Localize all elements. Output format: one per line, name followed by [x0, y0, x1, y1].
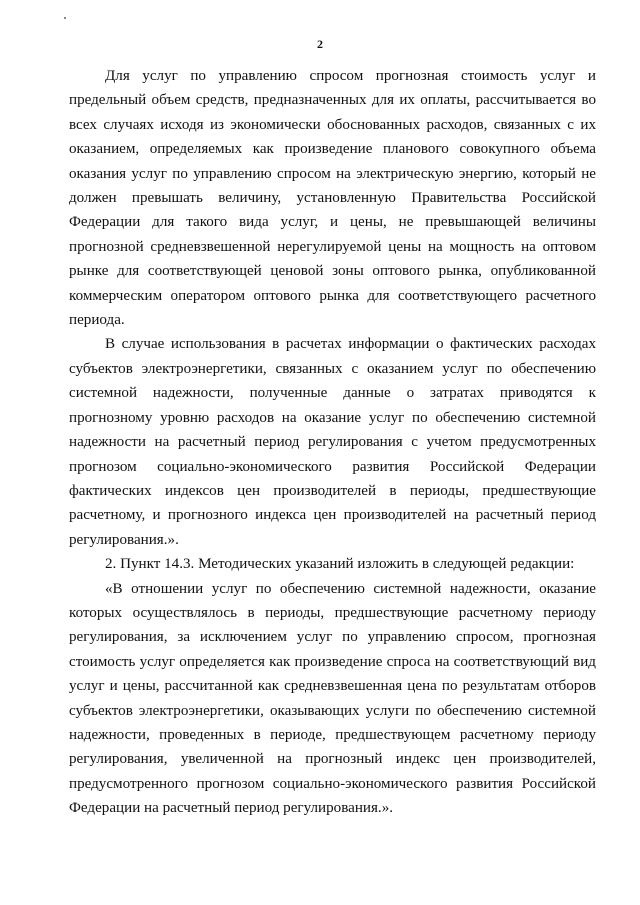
document-body: [69, 64, 596, 821]
paragraph-clause-14-3-heading: 2. Пункт 14.3. Методических указаний изложить в следующей редакции:: [105, 556, 575, 573]
paragraph-actual-expenses: В случае использования в расчетах информации о фактических расходах субъектов электроэнергетики, связанных с оказанием услуг по обеспечению системной надежности, полученные данные о затратах приводятся к прогнозному уровню расходов на оказание услуг по обеспечению системной надежности на расчетный период регулирования с учетом предусмотренных прогнозом социально-экономического развития Российской Федерации фактических индексов цен производителей в периоды, предшествующие расчетному, и прогнозного индекса цен производителей на расчетный период регулирования.».: [69, 336, 596, 548]
scan-speck: [64, 17, 66, 19]
page-number: 2: [317, 37, 323, 51]
paragraph-demand-management-cost: Для услуг по управлению спросом прогнозная стоимость услуг и предельный объем средств, предназначенных для их оплаты, рассчитывается во всех случаях исходя из экономически обоснованных расходов, связанных с их оказанием, определяемых как произведение планового совокупного объема оказания услуг по управлению спросом на электрическую энергию, который не должен превышать величину, установленную Правительства Российской Федерации для такого вида услуг, и цены, не превышающей величины прогнозной средневзвешенной нерегулируемой цены на мощность на оптовом рынке для соответствующей ценовой зоны оптового рынка, опубликованной коммерческим оператором оптового рынка для соответствующего расчетного периода.: [69, 68, 596, 329]
paragraph-clause-14-3-text: «В отношении услуг по обеспечению системной надежности, оказание которых осуществлялось в периоды, предшествующие расчетному периоду регулирования, за исключением услуг по управлению спросом, прогнозная стоимость услуг определяется как произведение спроса на соответствующий вид услуг и цены, рассчитанной как средневзвешенная цена по результатам отборов субъектов электроэнергетики, оказывающих услуги по обеспечению системной надежности, проведенных в периоде, предшествующем расчетному периоду регулирования, увеличенной на прогнозный индекс цен производителей, предусмотренного прогнозом социально-экономического развития Российской Федерации на расчетный период регулирования.».: [69, 580, 596, 817]
